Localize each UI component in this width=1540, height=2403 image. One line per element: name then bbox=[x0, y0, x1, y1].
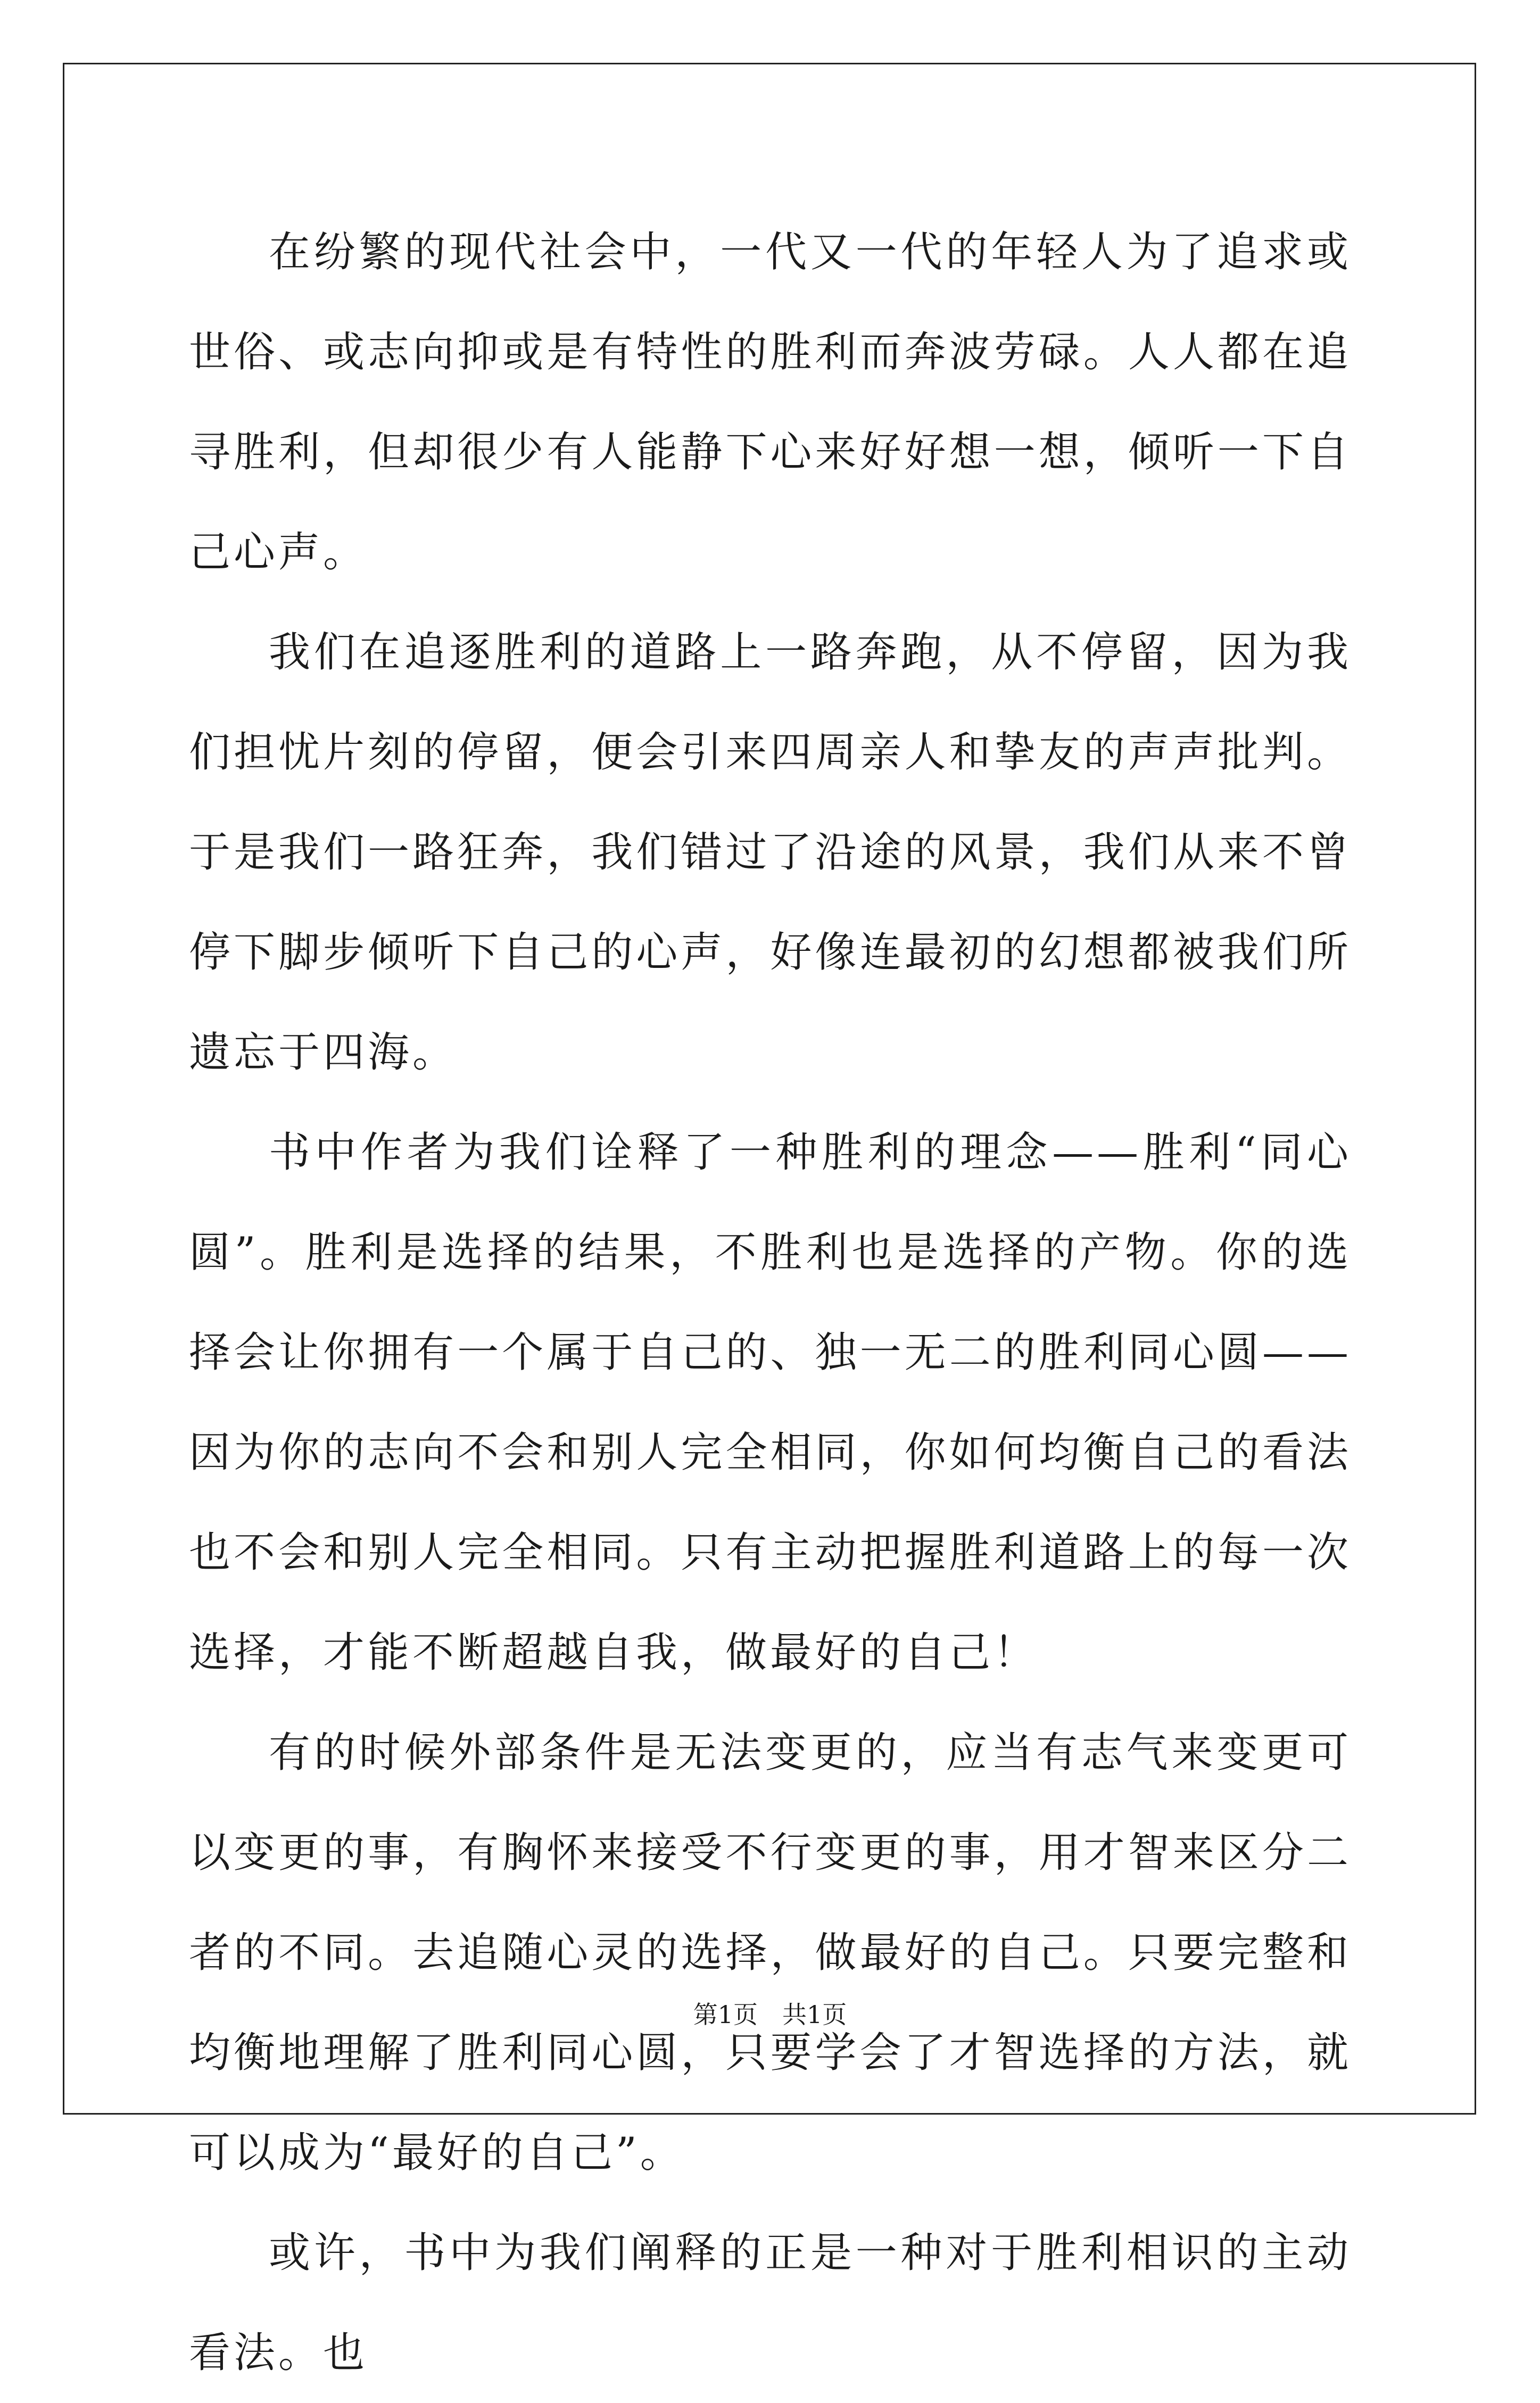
page-footer: 第1页 共1页 bbox=[693, 2000, 847, 2029]
paragraph-3: 书中作者为我们诠释了一种胜利的理念——胜利“同心圆”。胜利是选择的结果，不胜利也是选择的产物。你的选择会让你拥有一个属于自己的、独一无二的胜利同心圆——因为你的志向不会和别人完全相同，你如何均衡自己的看法也不会和别人完全相同。只有主动把握胜利道路上的每一次选择，才能不断超越自我，做最好的自己！ bbox=[189, 1129, 1352, 1677]
paragraph-2: 我们在追逐胜利的道路上一路奔跑，从不停留，因为我们担忧片刻的停留，便会引来四周亲人和挚友的声声批判。于是我们一路狂奔，我们错过了沿途的风景，我们从来不曾停下脚步倾听下自己的心声，好像连最初的幻想都被我们所遗忘于四海。 bbox=[189, 628, 1352, 1076]
document-body bbox=[189, 202, 1352, 2403]
paragraph-4: 有的时候外部条件是无法变更的，应当有志气来变更可以变更的事，有胸怀来接受不行变更的事，用才智来区分二者的不同。去追随心灵的选择，做最好的自己。只要完整和均衡地理解了胜利同心圆，只要学会了才智选择的方法，就可以成为“最好的自己”。 bbox=[189, 1729, 1352, 2177]
paragraph-5: 或许，书中为我们阐释的正是一种对于胜利相识的主动看法。也 bbox=[189, 2229, 1352, 2377]
paragraph-1: 在纷繁的现代社会中，一代又一代的年轻人为了追求或世俗、或志向抑或是有特性的胜利而奔波劳碌。人人都在追寻胜利，但却很少有人能静下心来好好想一想，倾听一下自己心声。 bbox=[189, 228, 1352, 576]
